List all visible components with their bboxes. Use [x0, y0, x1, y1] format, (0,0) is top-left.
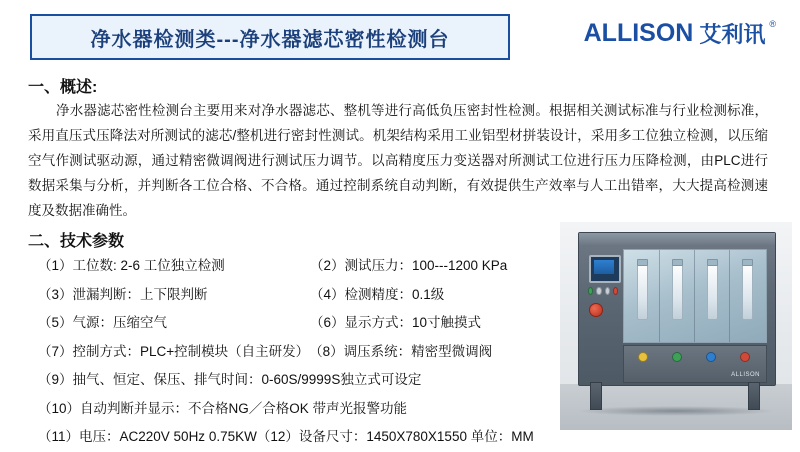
spec-item: （3）泄漏判断：上下限判断 [38, 286, 208, 302]
brand-wordmark: ALLISON [583, 19, 694, 47]
spec-row [38, 281, 598, 310]
registered-trademark-icon: ® [769, 18, 776, 29]
spec-item: （9）抽气、恒定、保压、排气时间：0-60S/9999S独立式可设定 [38, 372, 422, 387]
brand-logo [584, 18, 778, 49]
test-chamber-glass [623, 249, 767, 343]
overview-paragraph: 净水器滤芯密性检测台主要用来对净水器滤芯、整机等进行高低负压密封性检测。根据相关测试标准与行业检测标准，采用直压式压降法对所测试的滤芯/整机进行密封性测试。机架结构采用工业铝型材拼装设计，采用多工位独立检测，以压缩空气作测试驱动源，通过精密微调阀进行测试压力调节。以高精度压力变送器对所测试工位进行压力压降检测，由PLC进行数据采集与分析，并判断各工位合格、不合格。通过控制系统自动判断，有效提供生产效率与人工出错率，大大提高检测速度及数据准确性。 [28, 103, 768, 218]
chamber-divider [694, 250, 695, 342]
spec-item: （11）电压：AC220V 50Hz 0.75KW [38, 429, 257, 444]
spec-row [38, 338, 598, 367]
knob-icon [605, 287, 610, 295]
page-title: 净水器检测类---净水器滤芯密性检测台 [90, 28, 450, 51]
spec-row [38, 366, 598, 395]
filter-cartridge [742, 262, 753, 320]
filter-cartridge [637, 262, 648, 320]
overview-heading: 一、概述: [28, 79, 98, 96]
lower-control-panel [623, 345, 767, 383]
spec-item: （4）检测精度：0.1级 [310, 286, 445, 302]
spec-item: （10）自动判断并显示：不合格NG／合格OK 带声光报警功能 [38, 400, 408, 416]
filter-cap-icon [672, 259, 683, 266]
spec-item: （6）显示方式：10寸触摸式 [310, 315, 482, 330]
knob-icon [596, 287, 601, 295]
filter-cap-icon [637, 259, 648, 266]
indicator-lamp-icon [638, 352, 648, 362]
indicator-lamp-icon [672, 352, 682, 362]
emergency-stop-icon [589, 303, 603, 317]
filter-cartridge [672, 262, 683, 320]
spec-row [38, 395, 598, 424]
machine-logo-plate: ALLISON [731, 372, 760, 378]
spec-item: （2）测试压力：100---1200 KPa [310, 258, 508, 273]
page-title-box [30, 14, 510, 60]
control-knob-row [588, 287, 618, 295]
chamber-divider [729, 250, 730, 342]
spec-row [38, 423, 598, 452]
product-photo [560, 222, 792, 430]
knob-icon [613, 287, 618, 295]
spec-item: （12）设备尺寸：1450X780X1550 单位：MM [256, 429, 534, 444]
cabinet-top [579, 233, 775, 245]
filter-cap-icon [707, 259, 718, 266]
machine-cabinet [578, 232, 776, 386]
indicator-lamp-icon [740, 352, 750, 362]
spec-item: （8）调压系统：精密型微调阀 [309, 343, 493, 359]
spec-item: （5）气源：压缩空气 [38, 315, 168, 330]
indicator-lamp-icon [706, 352, 716, 362]
filter-cartridge [707, 262, 718, 320]
spec-row [38, 252, 598, 281]
spec-row [38, 309, 598, 338]
filter-cap-icon [742, 259, 753, 266]
hmi-screen-area [594, 260, 614, 274]
spec-list [38, 252, 598, 452]
chamber-divider [659, 250, 660, 342]
spec-item: （7）控制方式：PLC+控制模块（自主研发） [38, 343, 310, 359]
photo-shadow [576, 406, 776, 416]
brand-chinese-name: 艾利讯 [699, 22, 766, 47]
hmi-touchscreen [589, 255, 621, 283]
spec-item: （1）工位数: 2-6 工位独立检测 [38, 258, 225, 273]
knob-icon [588, 287, 593, 295]
specs-heading: 二、技术参数 [28, 233, 125, 250]
